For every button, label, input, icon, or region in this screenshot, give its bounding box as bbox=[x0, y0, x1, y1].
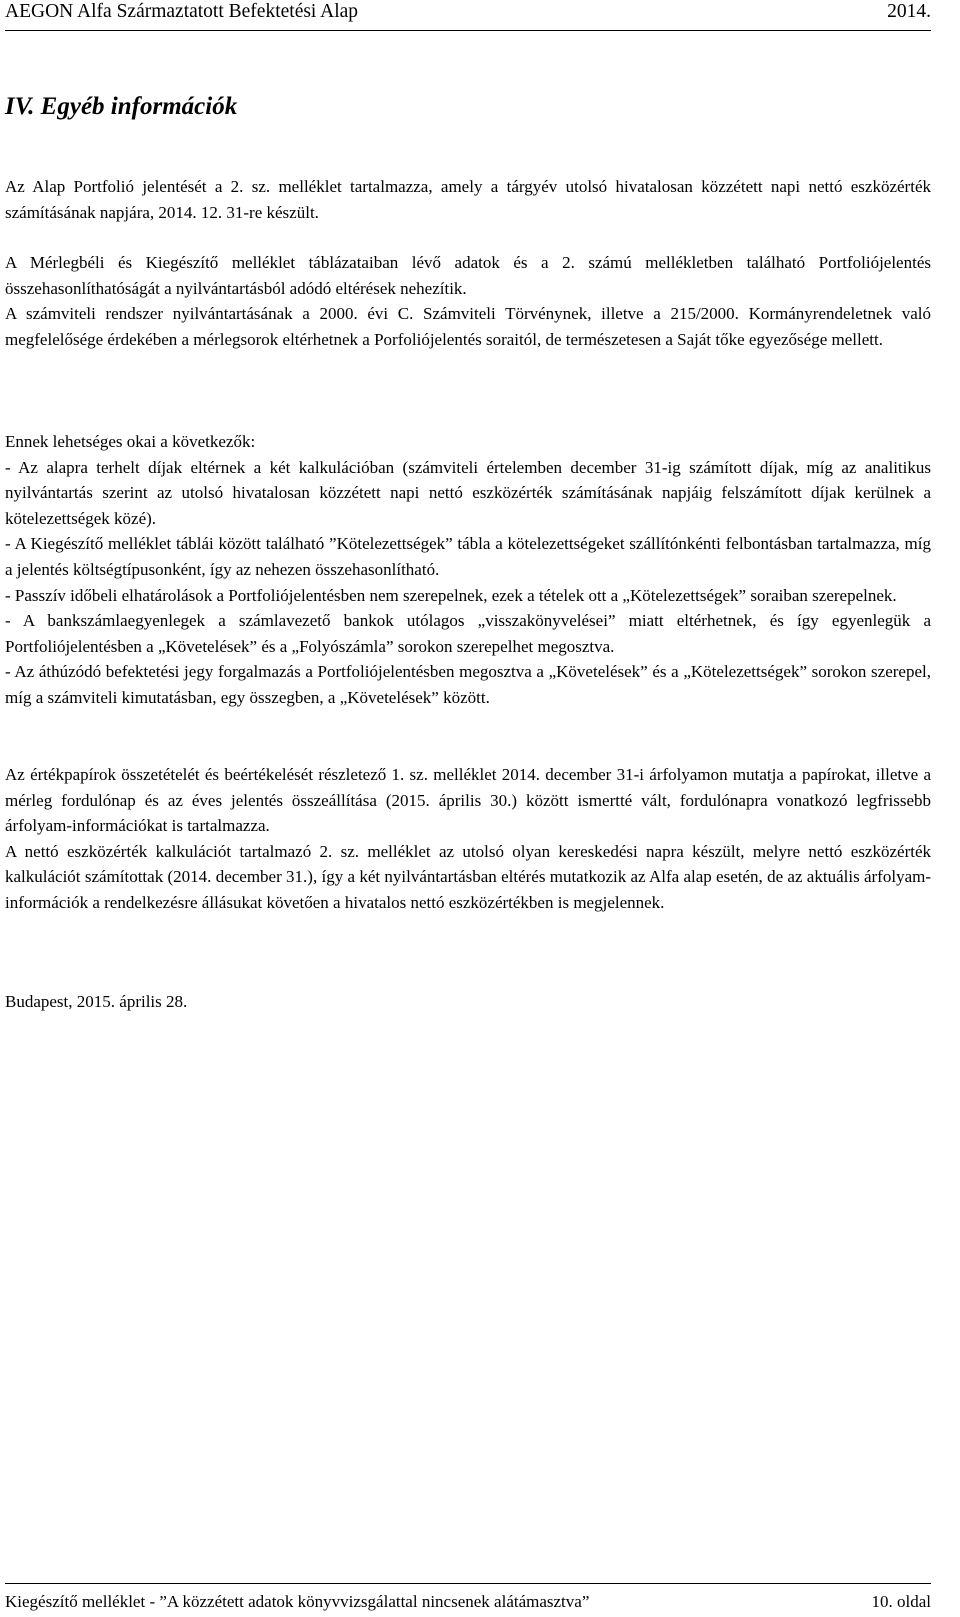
place-date-text: Budapest, 2015. április 28. bbox=[5, 992, 188, 1011]
footer-text: Kiegészítő melléklet - ”A közzétett adatok könyvvizsgálattal nincsenek alátámasztva” bbox=[5, 1592, 590, 1611]
comparability-paragraph bbox=[5, 250, 931, 352]
section-title: IV. Egyéb információk bbox=[5, 93, 238, 120]
reasons-intro: Ennek lehetséges okai a következők: bbox=[5, 432, 256, 451]
header-title: AEGON Alfa Származtatott Befektetési Alap bbox=[5, 1, 359, 22]
intro-paragraph bbox=[5, 174, 931, 225]
place-date bbox=[5, 989, 931, 1015]
list-item: - Passzív időbeli elhatárolások a Portfoliójelentésben nem szerepelnek, ezek a tételek ott a „Kötelezettségek” soraiban szerepelnek. bbox=[5, 585, 897, 605]
list-item: - A bankszámlaegyenlegek a számlavezető bankok utólagos „visszakönyvelései” miatt eltérhetnek, és így egyenlegük a Portfoliójelentésben a „Követelések” és a „Folyószámla” sorokon szerepelhet megosztva. bbox=[5, 611, 931, 656]
page-number: 10. oldal bbox=[871, 1592, 931, 1611]
securities-paragraph bbox=[5, 762, 931, 916]
paragraph-text: Az Alap Portfolió jelentését a 2. sz. melléklet tartalmazza, amely a tárgyév utolsó hivatalosan közzétett napi nettó eszközérték számításának napjára, 2014. 12. 31-re készült. bbox=[5, 177, 931, 222]
list-item: - A Kiegészítő melléklet táblái között található ”Kötelezettségek” tábla a kötelezettségeket szállítónkénti felbontásban tartalmazza, míg a jelentés költségtípusonként, így az nehezen összehasonlítható. bbox=[5, 534, 931, 579]
page-footer bbox=[5, 1583, 931, 1614]
paragraph-text: A Mérlegbéli és Kiegészítő melléklet táblázataiban lévő adatok és a 2. számú mellékletben található Portfoliójelentés összehasonlíthatóságát a nyilvántartásból adódó eltérések nehezítik. bbox=[5, 253, 931, 298]
list-item: - Az áthúzódó befektetési jegy forgalmazás a Portfoliójelentésben megosztva a „Követelések” és a „Kötelezettségek” sorokon szerepel, míg a számviteli kimutatásban, egy összegben, a „Követelések” között. bbox=[5, 662, 931, 707]
paragraph-text: A számviteli rendszer nyilvántartásának a 2000. évi C. Számviteli Törvénynek, illetve a 215/2000. Kormányrendeletnek való megfelelősége érdekében a mérlegsorok eltérhetnek a Porfoliójelentés soraitól, de természetesen a Saját tőke egyezősége mellett. bbox=[5, 304, 931, 349]
paragraph-text: Az értékpapírok összetételét és beértékelését részletező 1. sz. melléklet 2014. december 31-i árfolyamon mutatja a papírokat, illetve a mérleg fordulónap és az éves jelentés összeállítása (2015. április 30.) között ismertté vált, fordulónapra vonatkozó legfrissebb árfolyam-információkat is tartalmazza. bbox=[5, 765, 931, 836]
header-year: 2014. bbox=[887, 1, 931, 22]
paragraph-text: A nettó eszközérték kalkulációt tartalmazó 2. sz. melléklet az utolsó olyan kereskedési napra készült, melyre nettó eszközérték kalkulációt számítottak (2014. december 31.), így a két nyilvántartásban eltérés mutatkozik az Alfa alap esetén, de az aktuális árfolyam-információk a rendelkezésre állásukat követően a hivatalos nettó eszközértékben is megjelennek. bbox=[5, 841, 931, 912]
list-item: - Az alapra terhelt díjak eltérnek a két kalkulációban (számviteli értelemben december 31-ig számított díjak, míg az analitikus nyilvántartás szerint az utolsó hivatalosan közzétett napi nettó eszközérték számításának napjáig felszámított díjak kerülnek a kötelezettségek közé). bbox=[5, 457, 931, 528]
reasons-list bbox=[5, 429, 931, 711]
page-header bbox=[5, 0, 931, 31]
